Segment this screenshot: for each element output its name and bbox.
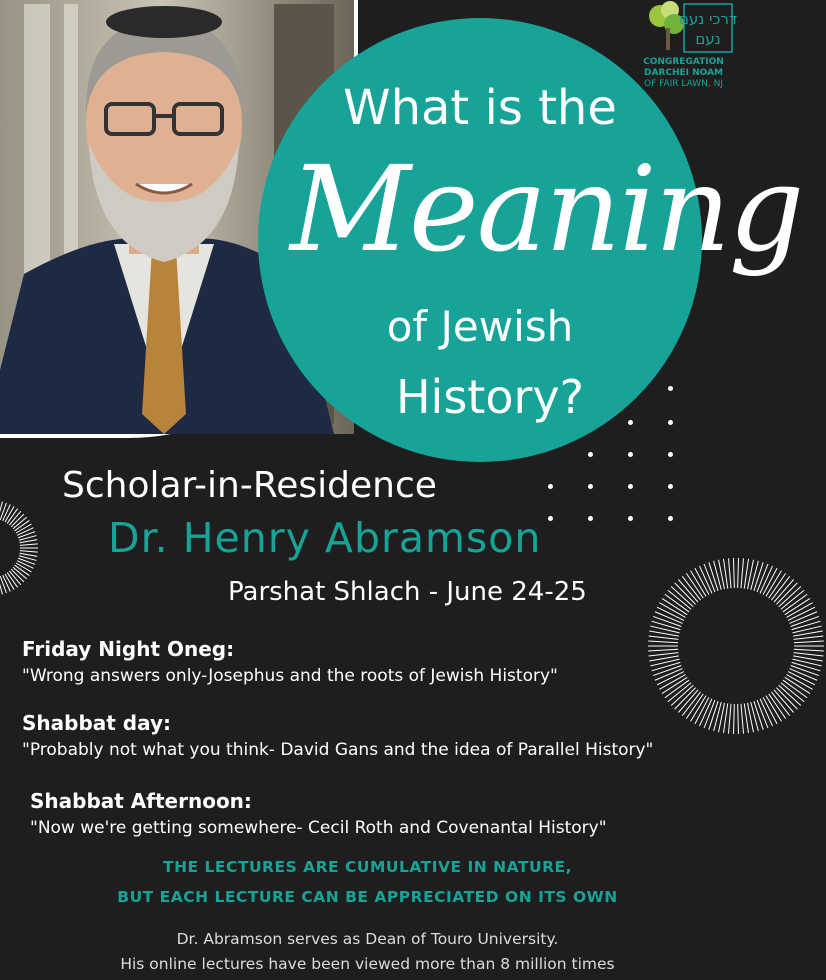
radial-line [671,586,693,606]
decorative-dot [668,420,673,425]
radial-line [728,558,731,588]
logo-line-3: OF FAIR LAWN, NJ [643,79,724,89]
radial-line [3,575,11,591]
decorative-dot [668,386,673,391]
decorative-dot [588,484,593,489]
headline-line-1: What is the [343,80,617,136]
speaker-name: Dr. Henry Abramson [108,514,542,562]
headline-line-4: History? [395,370,585,424]
cumulative-note-line-2: BUT EACH LECTURE CAN BE APPRECIATED ON ITS OWN [117,888,618,906]
radial-line [741,558,744,588]
radial-line [744,559,748,589]
radial-line [774,579,794,602]
radial-lines-right-icon [646,556,826,736]
logo-line-1: CONGREGATION [643,57,724,67]
radial-line [17,561,33,569]
radial-line [668,590,691,609]
radial-line [678,579,698,602]
radial-line [20,544,38,546]
radial-line [668,683,691,702]
decorative-dot [628,420,633,425]
event-date: Parshat Shlach - June 24-25 [228,577,587,607]
radial-line [781,683,804,702]
radial-line [723,703,727,733]
bio-line-2: His online lectures have been viewed more than 8 million times [120,955,615,973]
radial-line [728,704,731,734]
radial-line [709,701,718,730]
radial-line [776,688,797,710]
radial-line [20,551,38,553]
radial-line [671,685,693,705]
radial-line [779,586,801,606]
cumulative-note-line-1: THE LECTURES ARE CUMULATIVE IN NATURE, [163,858,572,876]
radial-line [733,704,734,734]
decorative-dot [588,452,593,457]
event-desc-friday: "Wrong answers only-Josephus and the roots of Jewish History" [22,666,558,686]
radial-line [754,562,763,591]
radial-line [738,558,739,588]
logo-text [632,57,735,90]
tree-logo-icon [640,0,738,58]
radial-line [754,701,763,730]
radial-line [771,692,789,716]
radial-line [3,504,11,520]
radial-line [738,704,739,734]
radial-line [733,558,734,588]
radial-line [794,636,824,639]
radial-line [682,692,700,716]
decorative-dot [668,452,673,457]
bio-line-1: Dr. Abramson serves as Dean of Touro University. [176,930,559,948]
decorative-dot [548,484,553,489]
radial-line [648,649,678,651]
radial-line [675,688,696,710]
radial-line [652,621,681,629]
logo-hebrew-top: דרכי נעם [678,10,738,28]
radial-line [682,576,700,600]
decorative-dot [668,484,673,489]
headline-line-3: of Jewish [386,302,574,351]
radial-line [675,583,696,605]
radial-line [20,540,38,543]
decorative-dot [628,452,633,457]
event-title-shabbat-afternoon: Shabbat Afternoon: [30,789,252,813]
radial-line [709,562,718,591]
radial-line [744,703,748,733]
radial-line [794,641,824,643]
radial-line [741,704,744,734]
radial-line [723,559,727,589]
headline-meaning: Meaning [290,140,803,278]
radial-line [779,685,801,705]
scholar-label: Scholar-in-Residence [62,465,437,506]
logo-hebrew-bottom: נעם [695,30,721,48]
decorative-dot [548,516,553,521]
radial-line [794,653,824,656]
radial-line [649,636,679,639]
event-title-shabbat-day: Shabbat day: [22,711,172,735]
decorative-dot [628,516,633,521]
event-title-friday: Friday Night Oneg: [22,637,235,661]
decorative-dot [668,516,673,521]
radial-line [17,528,33,536]
radial-line [794,649,824,651]
radial-line [652,662,681,670]
radial-line [781,590,804,609]
radial-line [648,641,678,643]
radial-line [771,576,789,600]
event-desc-shabbat-afternoon: "Now we're getting somewhere- Cecil Roth and Covenantal History" [30,818,607,838]
radial-line [774,690,794,713]
radial-lines-left-icon [0,498,40,598]
radial-line [792,621,821,629]
logo-line-2: DARCHEI NOAM [644,68,723,78]
decorative-dot [628,484,633,489]
radial-line [776,583,797,605]
radial-line [649,653,679,656]
radial-line [792,662,821,670]
radial-line [20,553,38,556]
radial-line [678,690,698,713]
event-desc-shabbat-day: "Probably not what you think- David Gans and the idea of Parallel History" [22,740,654,760]
decorative-dot [588,516,593,521]
